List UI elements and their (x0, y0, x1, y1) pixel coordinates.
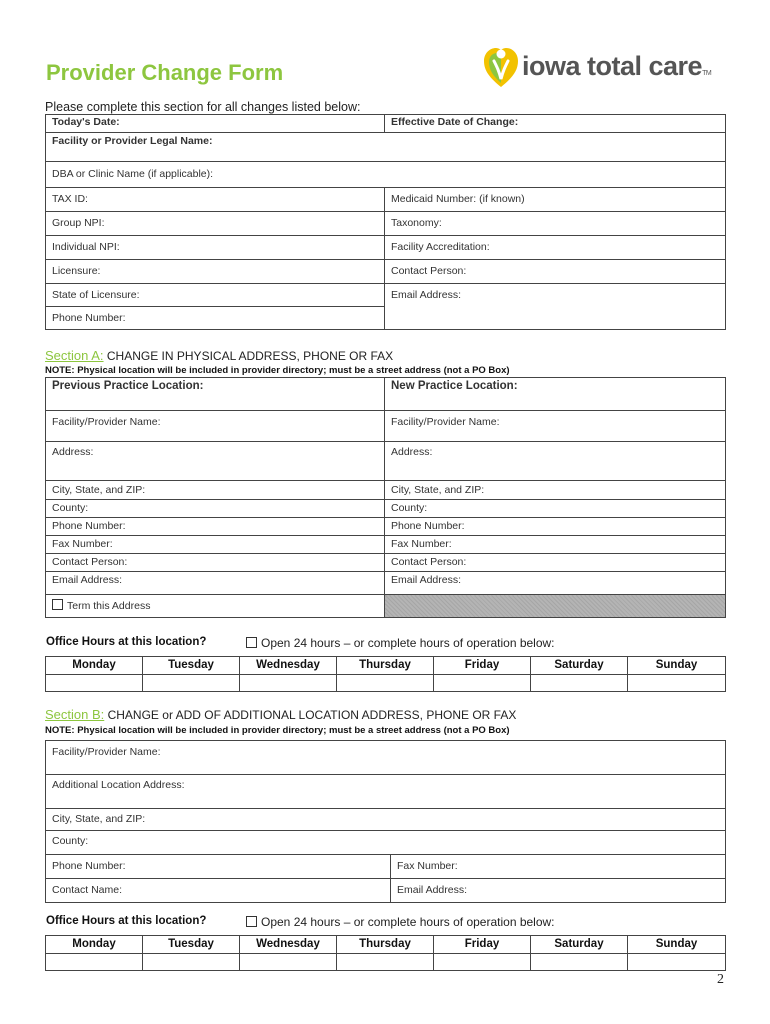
shaded-cell (385, 595, 726, 618)
phone-number-field[interactable]: Phone Number: (46, 307, 385, 330)
day-thursday-a: Thursday (337, 657, 434, 675)
logo-wordmark: iowa total careTM (522, 51, 712, 81)
hours-saturday-a-input[interactable] (531, 675, 628, 692)
day-wednesday-b: Wednesday (240, 936, 337, 954)
day-friday-b: Friday (434, 936, 531, 954)
open-24-label-a: Open 24 hours – or complete hours of operation below: (261, 636, 555, 650)
section-a-heading (45, 348, 393, 363)
licensure-field[interactable]: Licensure: (46, 260, 385, 284)
open-24-checkbox-b[interactable] (246, 916, 257, 927)
day-friday-a: Friday (434, 657, 531, 675)
new-city-field[interactable]: City, State, and ZIP: (385, 481, 726, 500)
hours-thursday-b-input[interactable] (337, 954, 434, 971)
day-sunday-a: Sunday (628, 657, 726, 675)
previous-location-heading: Previous Practice Location: (46, 378, 385, 411)
open-24-option-a (246, 636, 555, 650)
hours-friday-a-input[interactable] (434, 675, 531, 692)
office-hours-question-b: Office Hours at this location? (46, 915, 207, 927)
tax-id-field[interactable]: TAX ID: (46, 188, 385, 212)
prev-phone-field[interactable]: Phone Number: (46, 518, 385, 536)
hours-tuesday-a-input[interactable] (143, 675, 240, 692)
hours-wednesday-b-input[interactable] (240, 954, 337, 971)
open-24-option-b (246, 915, 555, 929)
new-fax-field[interactable]: Fax Number: (385, 536, 726, 554)
section-a-table (45, 377, 726, 618)
iowa-total-care-logo (482, 45, 722, 95)
open-24-label-b: Open 24 hours – or complete hours of operation below: (261, 915, 555, 929)
day-tuesday-a: Tuesday (143, 657, 240, 675)
b-additional-address-field[interactable]: Additional Location Address: (46, 775, 726, 809)
state-licensure-field[interactable]: State of Licensure: (46, 284, 385, 307)
day-saturday-a: Saturday (531, 657, 628, 675)
section-b-label: Section B: (45, 707, 105, 722)
page-number: 2 (717, 972, 724, 987)
taxonomy-field[interactable]: Taxonomy: (385, 212, 726, 236)
b-city-field[interactable]: City, State, and ZIP: (46, 809, 726, 831)
new-address-field[interactable]: Address: (385, 442, 726, 481)
section-a-note: NOTE: Physical location will be included in provider directory; must be a street address (not a PO Box) (45, 365, 510, 376)
b-county-field[interactable]: County: (46, 831, 726, 855)
hours-monday-b-input[interactable] (46, 954, 143, 971)
new-location-heading: New Practice Location: (385, 378, 726, 411)
prev-facility-name-field[interactable]: Facility/Provider Name: (46, 411, 385, 442)
section-b-title: CHANGE or ADD OF ADDITIONAL LOCATION ADDRESS, PHONE OR FAX (104, 708, 517, 722)
hours-friday-b-input[interactable] (434, 954, 531, 971)
day-monday-b: Monday (46, 936, 143, 954)
medicaid-number-field[interactable]: Medicaid Number: (if known) (385, 188, 726, 212)
contact-person-field[interactable]: Contact Person: (385, 260, 726, 284)
day-wednesday-a: Wednesday (240, 657, 337, 675)
new-county-field[interactable]: County: (385, 500, 726, 518)
prev-fax-field[interactable]: Fax Number: (46, 536, 385, 554)
b-email-field[interactable]: Email Address: (391, 879, 726, 903)
dba-field[interactable]: DBA or Clinic Name (if applicable): (46, 162, 726, 188)
b-phone-field[interactable]: Phone Number: (46, 855, 391, 879)
new-email-field[interactable]: Email Address: (385, 572, 726, 595)
new-facility-name-field[interactable]: Facility/Provider Name: (385, 411, 726, 442)
day-thursday-b: Thursday (337, 936, 434, 954)
term-address-checkbox[interactable] (52, 599, 63, 610)
term-address-label: Term this Address (67, 600, 151, 612)
hours-table-b (45, 935, 726, 971)
hours-sunday-b-input[interactable] (628, 954, 726, 971)
prev-city-field[interactable]: City, State, and ZIP: (46, 481, 385, 500)
section-b-table (45, 740, 726, 903)
individual-npi-field[interactable]: Individual NPI: (46, 236, 385, 260)
day-monday-a: Monday (46, 657, 143, 675)
prev-contact-field[interactable]: Contact Person: (46, 554, 385, 572)
legal-name-field[interactable]: Facility or Provider Legal Name: (46, 133, 726, 162)
prev-address-field[interactable]: Address: (46, 442, 385, 481)
b-fax-field[interactable]: Fax Number: (391, 855, 726, 879)
prev-county-field[interactable]: County: (46, 500, 385, 518)
section-a-title: CHANGE IN PHYSICAL ADDRESS, PHONE OR FAX (103, 349, 394, 363)
intro-text: Please complete this section for all changes listed below: (45, 100, 361, 114)
prev-email-field[interactable]: Email Address: (46, 572, 385, 595)
b-facility-name-field[interactable]: Facility/Provider Name: (46, 741, 726, 775)
hours-saturday-b-input[interactable] (531, 954, 628, 971)
effective-date-field[interactable]: Effective Date of Change: (385, 115, 726, 133)
day-tuesday-b: Tuesday (143, 936, 240, 954)
new-contact-field[interactable]: Contact Person: (385, 554, 726, 572)
section-b-note: NOTE: Physical location will be included in provider directory; must be a street address (not a PO Box) (45, 725, 510, 736)
accreditation-field[interactable]: Facility Accreditation: (385, 236, 726, 260)
hours-monday-a-input[interactable] (46, 675, 143, 692)
day-saturday-b: Saturday (531, 936, 628, 954)
group-npi-field[interactable]: Group NPI: (46, 212, 385, 236)
section-a-label: Section A: (45, 348, 104, 363)
hours-thursday-a-input[interactable] (337, 675, 434, 692)
todays-date-field[interactable]: Today's Date: (46, 115, 385, 133)
heart-person-icon (482, 45, 520, 91)
form-title: Provider Change Form (46, 60, 284, 85)
email-field[interactable]: Email Address: (385, 284, 726, 330)
section-b-heading (45, 707, 516, 722)
general-info-table (45, 114, 726, 330)
term-address-cell (46, 595, 385, 618)
hours-sunday-a-input[interactable] (628, 675, 726, 692)
hours-wednesday-a-input[interactable] (240, 675, 337, 692)
b-contact-name-field[interactable]: Contact Name: (46, 879, 391, 903)
office-hours-question-a: Office Hours at this location? (46, 636, 207, 648)
open-24-checkbox-a[interactable] (246, 637, 257, 648)
hours-tuesday-b-input[interactable] (143, 954, 240, 971)
new-phone-field[interactable]: Phone Number: (385, 518, 726, 536)
hours-table-a (45, 656, 726, 692)
day-sunday-b: Sunday (628, 936, 726, 954)
